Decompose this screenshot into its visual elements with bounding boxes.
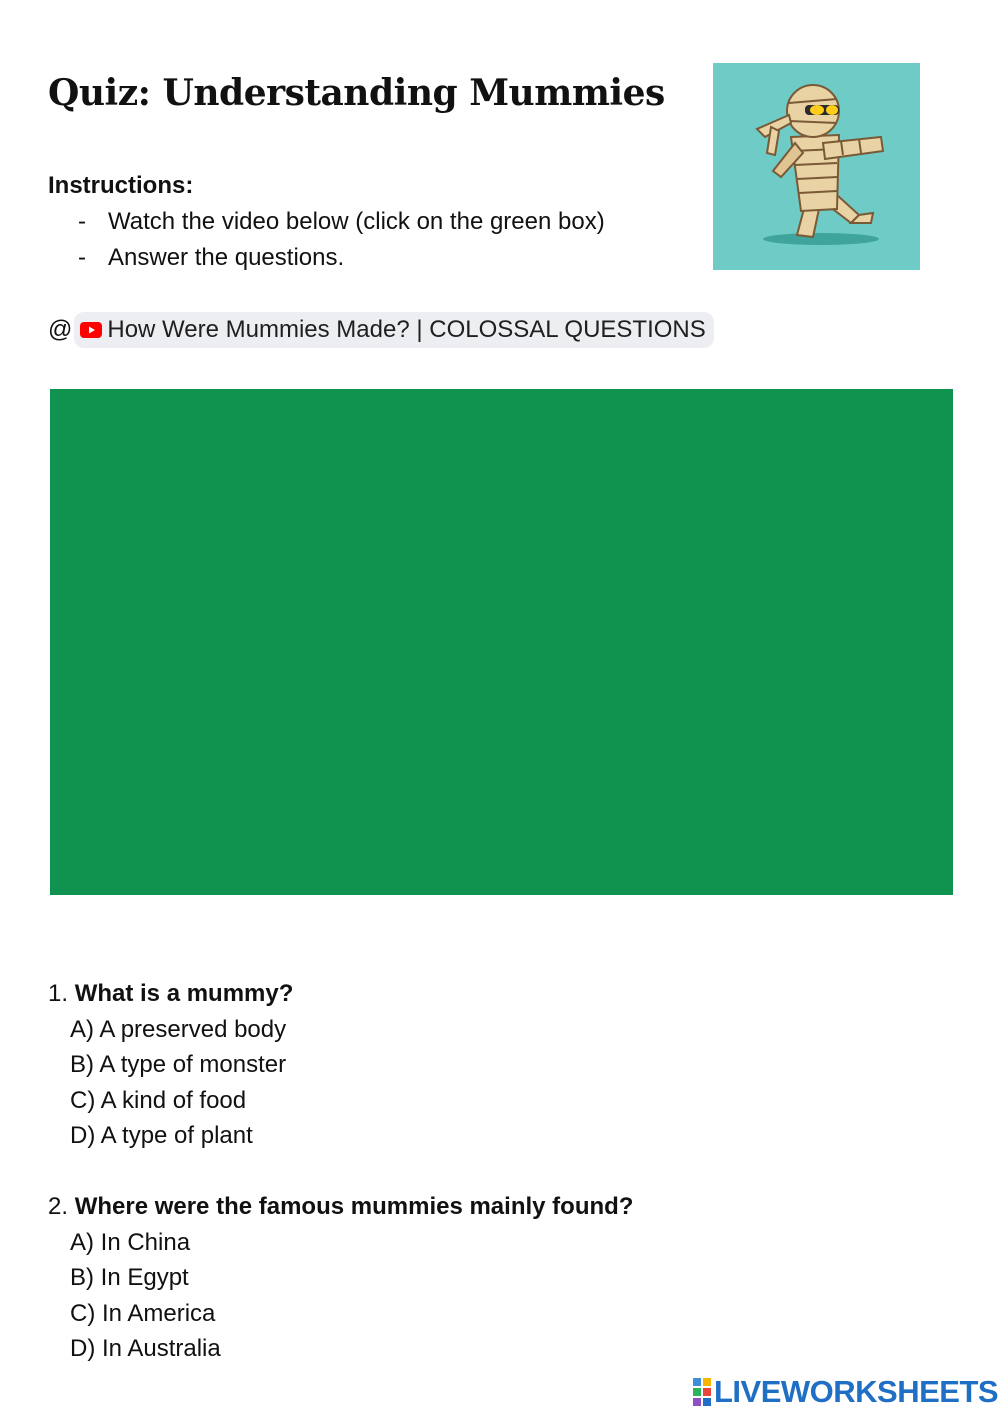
answer-options xyxy=(48,1012,293,1154)
question-1 xyxy=(48,976,293,1154)
brand-name: LIVEWORKSHEETS xyxy=(714,1374,999,1409)
answer-option[interactable]: B) A type of monster xyxy=(70,1051,287,1078)
youtube-icon xyxy=(80,322,102,338)
liveworksheets-logo xyxy=(693,1374,998,1410)
answer-option[interactable]: D) In Australia xyxy=(70,1335,221,1362)
question-number: 2. xyxy=(48,1193,69,1220)
video-link-label: How Were Mummies Made? | COLOSSAL QUESTIONS xyxy=(107,316,706,343)
answer-option[interactable]: C) In America xyxy=(70,1299,216,1327)
mummy-icon xyxy=(713,63,920,270)
answer-option[interactable]: D) A type of plant xyxy=(70,1122,253,1149)
answer-option[interactable]: A) In China xyxy=(70,1228,191,1256)
answer-option[interactable]: C) A kind of food xyxy=(70,1086,247,1114)
list-item: - Watch the video below (click on the green box) xyxy=(78,208,605,235)
mummy-illustration xyxy=(713,63,920,270)
answer-options xyxy=(48,1225,633,1367)
instructions-heading: Instructions: xyxy=(48,172,194,199)
instruction-text: Answer the questions. xyxy=(108,244,345,271)
mention-prefix: @ xyxy=(48,316,73,343)
question-text: Where were the famous mummies mainly found? xyxy=(74,1193,634,1220)
video-link-row xyxy=(48,312,714,348)
video-link-chip[interactable] xyxy=(74,312,713,348)
question-number: 1. xyxy=(48,980,69,1007)
instruction-text: Watch the video below (click on the green box) xyxy=(108,208,605,235)
question-text: What is a mummy? xyxy=(74,980,294,1007)
instructions-list xyxy=(78,204,605,276)
page-title: Quiz: Understanding Mummies xyxy=(48,72,665,114)
answer-option[interactable]: B) In Egypt xyxy=(70,1264,189,1291)
logo-mark-icon xyxy=(693,1378,711,1406)
list-item: - Answer the questions. xyxy=(78,244,345,271)
question-2 xyxy=(48,1189,633,1367)
answer-option[interactable]: A) A preserved body xyxy=(70,1015,287,1043)
video-player-box[interactable] xyxy=(50,389,953,895)
